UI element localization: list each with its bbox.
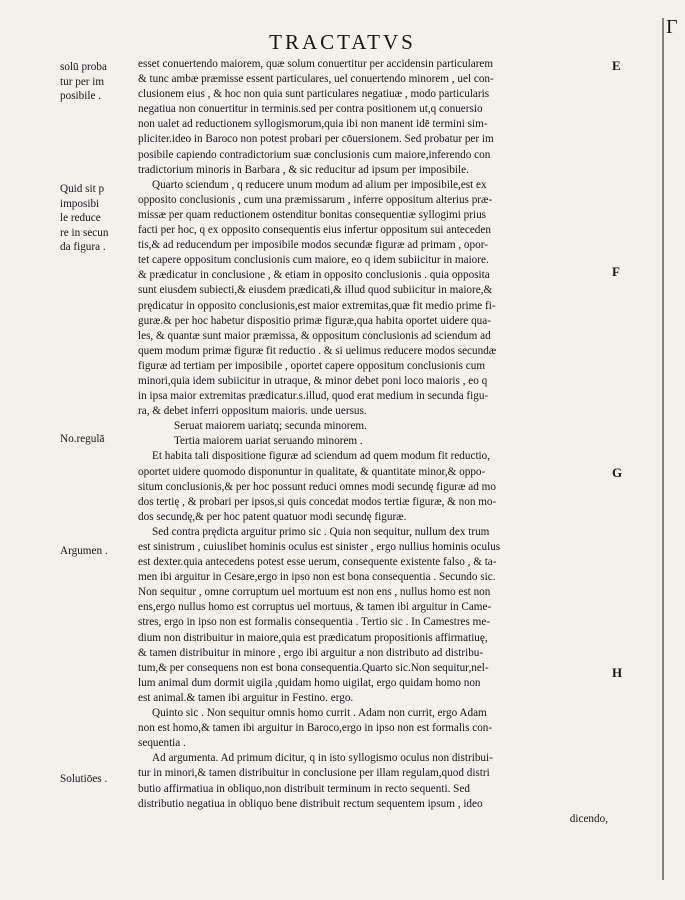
margin-note-line: Quid sit p xyxy=(60,183,105,195)
text-line: tum,& per consequens non est bona consequentia.Quarto sic.Non sequitur,nel- xyxy=(138,661,489,674)
text-line: non est homo,& tamen ibi arguitur in Baroco,ergo in ipso non est formalis con- xyxy=(138,722,493,735)
text-line: esset conuertendo maiorem, quæ solum conuertitur per accidensin particularem xyxy=(138,58,494,70)
margin-note-line: Solutiōes . xyxy=(60,773,108,785)
margin-letter-f: F xyxy=(612,264,620,279)
text-line: lum animal dum dormit uigila ,quidam homo uigilat, ergo quidam homo non xyxy=(138,676,481,689)
text-line: oportet uidere quomodo disponuntur in qualitate, & quantitate minor,& oppo- xyxy=(138,465,486,478)
text-line: est animal.& tamen ibi arguitur in Festino. ergo. xyxy=(138,691,354,704)
text-line: ens,ergo nullus homo est corruptus uel mortuus, & tamen ibi arguitur in Came- xyxy=(138,601,492,614)
text-line: & prædicatur in conclusione , & etiam in opposito conclusionis . quia opposita xyxy=(138,269,490,282)
margin-note-line: Argumen . xyxy=(60,545,108,557)
text-line: dos tertię , & probari per ipsos,si quis concedat modos tertiæ figuræ, & non mo- xyxy=(138,495,497,508)
text-line: figuræ ad tertiam per imposibile , oportet capere oppositum conclusionis cum xyxy=(138,359,486,372)
margin-note-proof xyxy=(60,60,138,104)
text-line: sequentia . xyxy=(138,737,186,750)
margin-note-line: re in secun xyxy=(60,226,109,239)
corner-mark: Γ xyxy=(666,16,678,38)
text-line: ra, & debet inferri oppositum maioris. unde uersus. xyxy=(138,405,367,418)
text-line: minori,quia idem subiicitur in utraque, & minor debet poni loco maioris , eo q xyxy=(138,374,488,387)
margin-note-reduction xyxy=(60,182,138,255)
margin-note-line: imposibi xyxy=(60,197,100,210)
margin-note-line: le reduce xyxy=(60,212,101,224)
margin-note-line: posibile . xyxy=(60,90,102,102)
text-line: dos secundę,& per hoc patent quatuor modi secundę figuræ. xyxy=(138,510,407,523)
text-line: quem modum primæ figuræ fit reductio . & si uelimus reducere modos secundæ xyxy=(138,344,497,357)
running-header: TRACTATVS xyxy=(269,30,416,54)
text-line: Non sequitur , omne corruptum uel mortuum est non ens , nullus homo est non xyxy=(138,586,491,599)
text-line: Et habita tali dispositione figuræ ad sciendum ad quem modum fit reductio, xyxy=(152,450,491,463)
margin-note-line: No.regulā xyxy=(60,433,105,445)
text-line: & tamen distribuitur in minore , ergo ibi arguitur a non distributo ad distribu- xyxy=(138,646,484,659)
margin-note-line: solū proba xyxy=(60,61,107,73)
text-line: les, & quantæ sunt maior præmissa, & oppositum conclusionis ad sciendum ad xyxy=(138,329,491,342)
text-line: sunt eiusdem subiecti,& eiusdem prædicati,& illud quod subiicitur in maiore,& xyxy=(138,284,493,297)
margin-note-line: da figura . xyxy=(60,241,106,253)
text-line: est dexter.quia antecedens potest esse uerum, consequente existente falso , & ta- xyxy=(138,556,497,569)
text-line: tradictorium minoris in Barbara , & sic reducitur ad ipsum per imposibile. xyxy=(138,163,469,176)
text-line: situm conclusionis,& per hoc possunt reduci omnes modi secundę figuræ ad mo xyxy=(138,480,496,493)
text-line: dium non distribuitur in maiore,quia est prædicatum propositionis affirmatiuę, xyxy=(138,631,488,644)
margin-note-solutions xyxy=(60,772,138,787)
text-line: men ibi arguitur in Cesare,ergo in ipso non est bona consequentia . Secundo sic. xyxy=(138,571,496,584)
text-line: opposito conclusionis , cum una præmissarum , inferre oppositum alterius præ- xyxy=(138,193,493,206)
text-line: prędicatur in opposito conclusionis,est maior extremitas,quæ fit medio prime fi- xyxy=(138,299,496,312)
verse-line: Seruat maiorem uariatq; secunda minorem. xyxy=(174,420,367,433)
text-line: in ipsa maior extremitas prædicatur.s.illud, quod erat medium in secunda figu- xyxy=(138,390,489,403)
text-line: est sinistrum , cuiuslibet hominis oculus est sinister , ergo nullius hominis oculus xyxy=(138,541,501,553)
text-line: non ualet ad reductionem syllogismorum,quia ibi non manent idē termini sim- xyxy=(138,118,488,131)
text-line: Sed contra prędicta arguitur primo sic . Quia non sequitur, nullum dex trum xyxy=(152,525,490,538)
margin-letter-e: E xyxy=(612,58,621,73)
text-line: butio affirmatiua in obliquo,non distribuit terminum in recto sequenti. Sed xyxy=(138,782,470,795)
text-line: facti per hoc, q ex opposito consequentis eius infertur oppositum sui anteceden xyxy=(138,224,491,237)
text-line: Ad argumenta. Ad primum dicitur, q in isto syllogismo oculus non distribui- xyxy=(152,752,493,765)
text-line: Quarto sciendum , q reducere unum modum ad alium per imposibile,est ex xyxy=(152,178,487,191)
text-line: distributio negatiua in obliquo bene distribuit rectum sequentem ipsum , ideo xyxy=(138,797,483,810)
page-edge-line xyxy=(662,18,664,880)
catchword: dicendo, xyxy=(569,812,608,825)
text-line: stres, ergo in ipso non est formalis consequentia . Tertio sic . In Camestres me- xyxy=(138,616,491,629)
text-line: pliciter.ideo in Baroco non potest probari per cōuersionem. Sed probatur per im xyxy=(138,133,494,146)
text-line: tet capere oppositum conclusionis cum maiore, eo q idem subiicitur in maiore. xyxy=(138,254,489,267)
text-line: & tunc ambæ præmisse essent particulares, uel conuertendo minorem , uel con- xyxy=(138,73,494,86)
text-line: Quinto sic . Non sequitur omnis homo currit . Adam non currit, ergo Adam xyxy=(152,707,487,720)
margin-letter-g: G xyxy=(612,465,623,480)
text-line: negatiua non conuertitur in terminis.sed per contra positionem ut,q conuersio xyxy=(138,103,483,116)
verse-line: Tertia maiorem uariat seruando minorem . xyxy=(174,435,363,448)
margin-note-argument xyxy=(60,544,138,559)
text-line: missæ per quam reductionem ostenditur bonitas consequentiæ syllogimi prius xyxy=(138,208,487,221)
text-line: posibile capiendo contradictorium suæ conclusionis cum maiore,inferendo con xyxy=(138,148,491,161)
margin-note-line: tur per im xyxy=(60,75,105,88)
text-line: guræ.& per hoc habetur dispositio primæ figuræ,qua habita oportet uidere qua- xyxy=(138,314,491,327)
margin-letter-h: H xyxy=(612,665,623,680)
margin-note-rule xyxy=(60,432,138,447)
text-line: tis,& ad reducendum per imposibile modos secundæ figuræ ad primam , opor- xyxy=(138,239,488,252)
text-line: tur in minori,& tamen distribuitur in conclusione per illam regulam,quod distri xyxy=(138,767,490,780)
main-text-block xyxy=(138,57,608,827)
text-line: clusionem eius , & hoc non quia sunt particulares negatiuæ , modo particularis xyxy=(138,88,490,101)
